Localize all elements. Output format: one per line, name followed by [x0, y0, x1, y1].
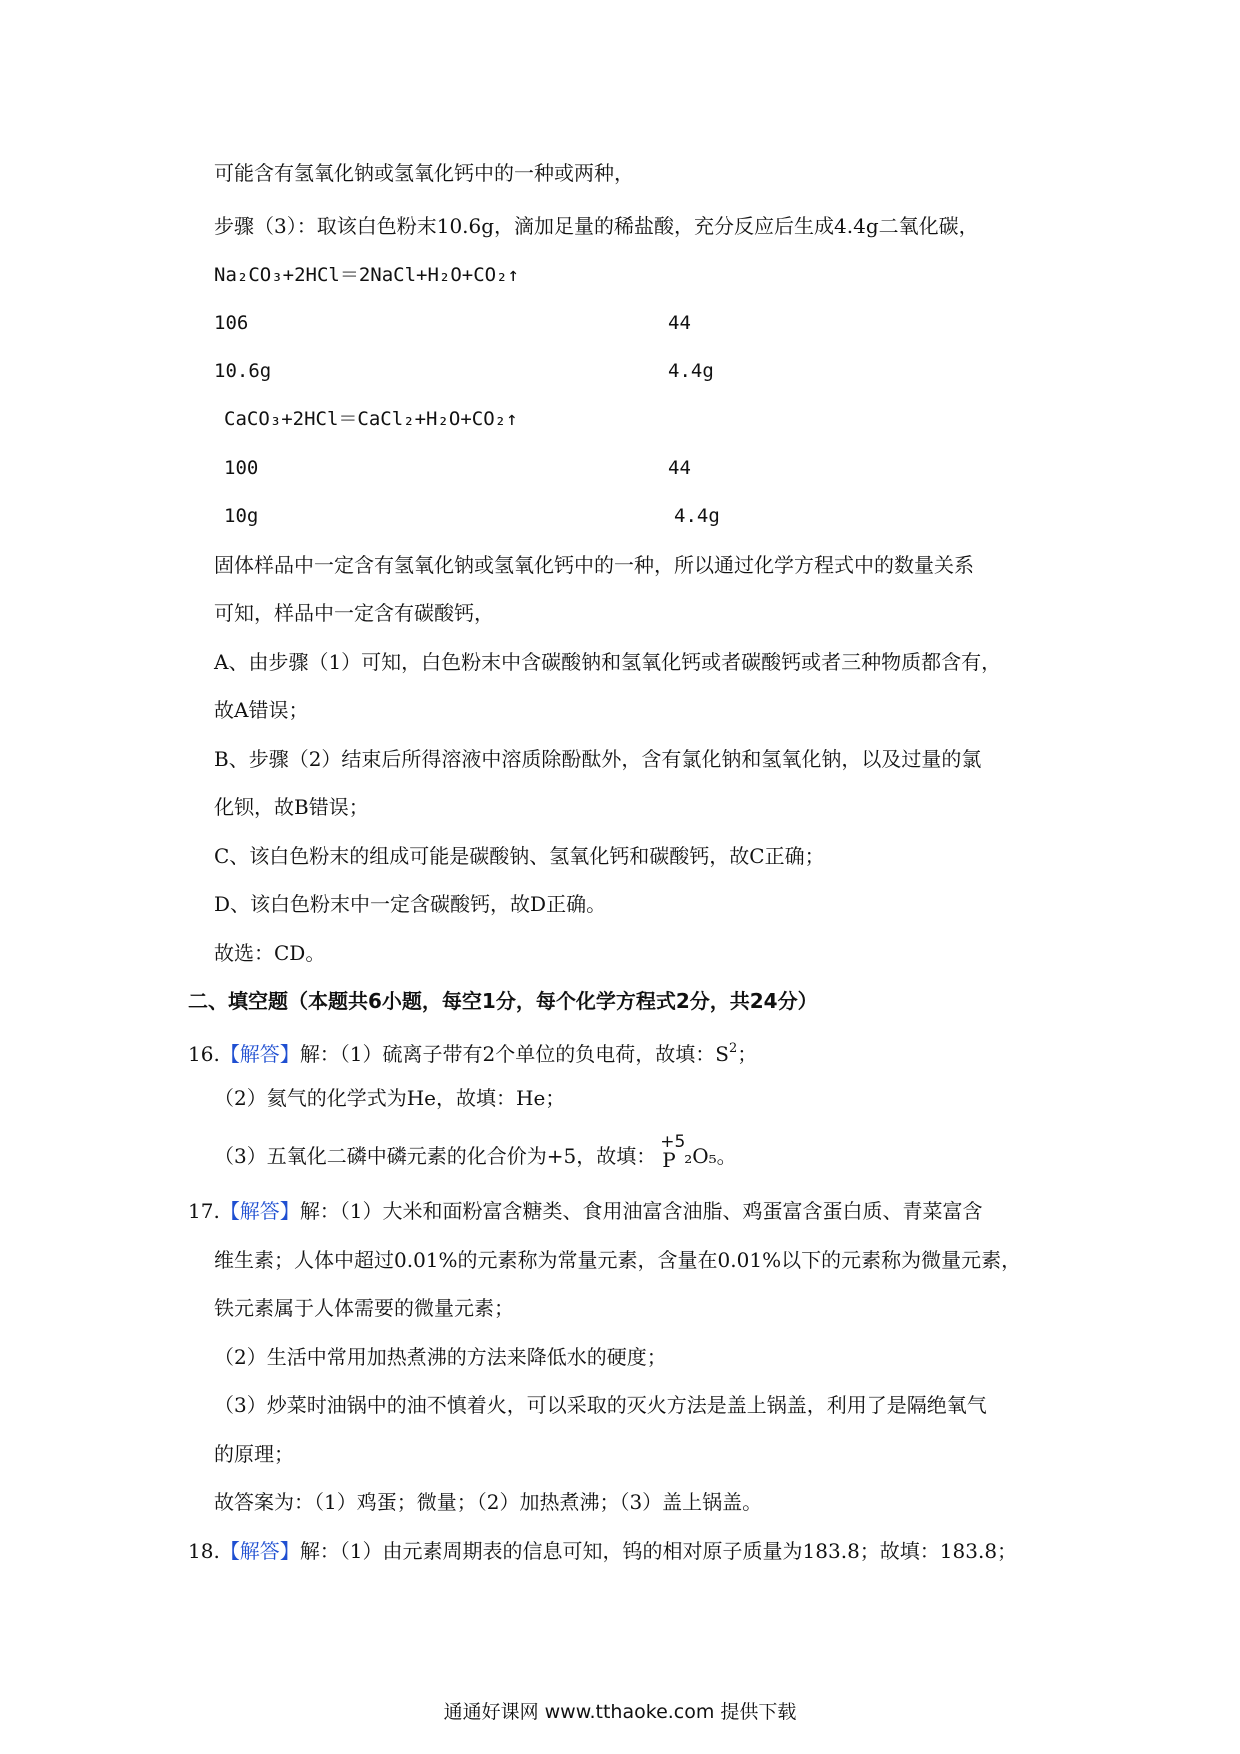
option-a: A、由步骤（1）可知，白色粉末中含碳酸钠和氢氧化钙或者碳酸钙或者三种物质都含有， [214, 650, 1002, 674]
text-line: （2）生活中常用加热煮沸的方法来降低水的硬度； [214, 1345, 667, 1369]
equation-caco3: CaCO₃+2HCl＝CaCl₂+H₂O+CO₂↑ [224, 408, 518, 430]
element-symbol: P [662, 1148, 676, 1172]
valence-notation [656, 1132, 686, 1172]
superscript: 2 [728, 1041, 738, 1056]
formula-tail: ₂O₅。 [684, 1144, 737, 1168]
text-line: （3）炒菜时油锅中的油不慎着火，可以采取的灭火方法是盖上锅盖，利用了是隔绝氧气 [214, 1393, 987, 1417]
mass-na2co3: 10.6g [214, 360, 272, 382]
text-line: 可知，样品中一定含有碳酸钙， [214, 601, 494, 625]
valence-value: +5 [660, 1132, 686, 1152]
page-footer: 通通好课网 www.tthaoke.com 提供下载 [443, 1701, 797, 1723]
text-line: （2）氦气的化学式为He，故填：He； [214, 1086, 566, 1110]
text-line: 步骤（3）：取该白色粉末10.6g，滴加足量的稀盐酸，充分反应后生成4.4g二氧化碳， [214, 214, 979, 238]
answer-text: 解：（1）大米和面粉富含糖类、食用油富含油脂、鸡蛋富含蛋白质、青菜富含 [299, 1199, 983, 1223]
answer-tag: 【解答】 [219, 1539, 300, 1563]
text-line [214, 1132, 737, 1172]
answer-text: 解：（1）硫离子带有2个单位的负电荷，故填：S [299, 1042, 729, 1066]
answer-text: （3）五氧化二磷中磷元素的化合价为+5，故填： [214, 1144, 657, 1168]
text-line: 化钡，故B错误； [214, 795, 369, 819]
molar-mass-caco3: 100 [224, 457, 259, 479]
text-line: 固体样品中一定含有氢氧化钠或氢氧化钙中的一种，所以通过化学方程式中的数量关系 [214, 553, 974, 577]
answer-line: 故选：CD。 [214, 941, 326, 965]
text-line: 铁元素属于人体需要的微量元素； [214, 1296, 514, 1320]
text-line: 可能含有氢氧化钠或氢氧化钙中的一种或两种， [214, 161, 634, 185]
question-18 [188, 1538, 1017, 1564]
question-16 [188, 1036, 757, 1067]
text-line: 故A错误； [214, 698, 309, 722]
mass-caco3: 10g [224, 505, 259, 527]
molar-mass-co2: 44 [668, 312, 691, 334]
answer-tag: 【解答】 [219, 1042, 300, 1066]
answer-text: ； [737, 1042, 758, 1066]
section-heading: 二、填空题（本题共6小题，每空1分，每个化学方程式2分，共24分） [188, 989, 818, 1013]
molar-mass-co2-2: 44 [668, 457, 691, 479]
mass-co2-2: 4.4g [674, 505, 720, 527]
question-number: 18. [188, 1539, 220, 1563]
option-c: C、该白色粉末的组成可能是碳酸钠、氢氧化钙和碳酸钙，故C正确； [214, 844, 825, 868]
question-17 [188, 1198, 983, 1224]
answer-text: 解：（1）由元素周期表的信息可知，钨的相对原子质量为183.8；故填：183.8； [299, 1539, 1018, 1563]
option-d: D、该白色粉末中一定含碳酸钙，故D正确。 [214, 892, 607, 916]
text-line: 的原理； [214, 1442, 294, 1466]
equation-na2co3: Na₂CO₃+2HCl＝2NaCl+H₂O+CO₂↑ [214, 264, 519, 286]
question-number: 17. [188, 1199, 220, 1223]
mass-co2: 4.4g [668, 360, 714, 382]
answer-tag: 【解答】 [219, 1199, 300, 1223]
option-b: B、步骤（2）结束后所得溶液中溶质除酚酞外，含有氯化钠和氢氧化钠，以及过量的氯 [214, 747, 982, 771]
question-number: 16. [188, 1042, 220, 1066]
text-line: 维生素；人体中超过0.01%的元素称为常量元素，含量在0.01%以下的元素称为微量元素， [214, 1248, 1022, 1272]
answer-line: 故答案为：（1）鸡蛋；微量；（2）加热煮沸；（3）盖上锅盖。 [214, 1490, 763, 1514]
molar-mass-na2co3: 106 [214, 312, 249, 334]
